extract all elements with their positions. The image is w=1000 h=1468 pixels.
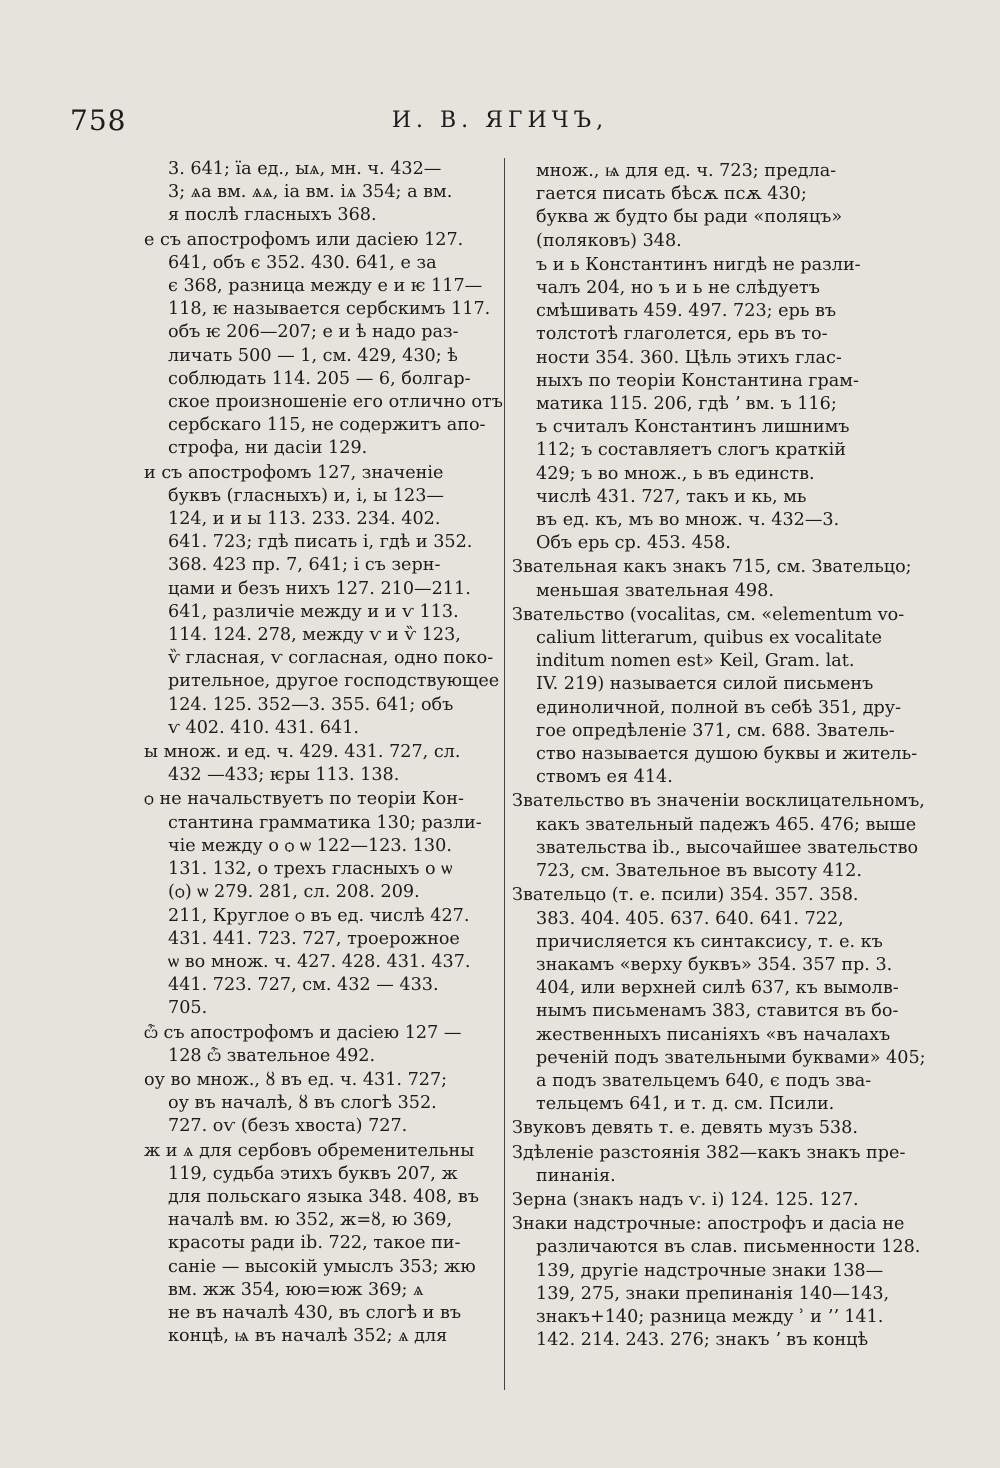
entry-line: 112; ъ составляетъ слогъ краткій — [536, 440, 846, 461]
entry-line: гается писать бѣсѫ псѫ 430; — [536, 184, 807, 205]
entry-line: calium litterarum, quibus ex vocalitate — [536, 628, 883, 649]
entry-line: 404, или верхней силѣ 637, къ вымолв- — [536, 978, 899, 999]
entry-line: ж и ѧ для сербовъ обременительны — [144, 1140, 475, 1161]
entry-line: ы множ. и ед. ч. 429. 431. 727, сл. — [144, 742, 461, 763]
entry-line: 431. 441. 723. 727, троерожное — [168, 928, 460, 949]
entry-line: знакамъ «верху буквъ» 354. 357 пр. 3. — [536, 954, 893, 975]
left-column — [144, 158, 503, 1349]
index-entry — [144, 1069, 496, 1139]
column-divider — [504, 158, 505, 1390]
entry-line: личать 500 — 1, см. 429, 430; ѣ — [168, 345, 458, 366]
index-entry — [512, 160, 928, 253]
index-entry — [512, 1117, 928, 1140]
running-head: И. В. ЯГИЧЪ, — [391, 108, 609, 133]
entry-line: Звуковъ девять т. е. девять музъ 538. — [512, 1118, 858, 1139]
entry-line: 368. 423 пр. 7, 641; і съ зерн- — [168, 555, 441, 576]
index-entry — [144, 788, 496, 1020]
entry-line: причисляется къ синтаксису, т. е. къ — [536, 931, 883, 952]
entry-line: ѵ 402. 410. 431. 641. — [168, 717, 359, 738]
index-entry — [144, 229, 503, 461]
entry-line: и съ апострофомъ 127, значеніе — [144, 462, 444, 483]
entry-line: ѷ гласная, ѵ согласная, одно покo- — [168, 648, 494, 669]
entry-line: Звательство (vocalitas, см. «elementum vo- — [512, 604, 905, 625]
entry-line: цами и безъ нихъ 127. 210—211. — [168, 578, 471, 599]
entry-line: ское произношеніе его отлично отъ — [168, 392, 503, 413]
entry-line: 142. 214. 243. 276; знакъ ʼ въ концѣ — [536, 1330, 869, 1351]
entry-line: ѻ не начальствуетъ по теоріи Кон- — [144, 789, 464, 810]
entry-line: сербскаго 115, не содержитъ апо- — [168, 415, 486, 436]
entry-line: строфа, ни дасіи 129. — [168, 438, 368, 459]
entry-line: 727. оѵ (безъ хвоста) 727. — [168, 1116, 408, 1137]
entry-line: соблюдать 114. 205 — 6, болгар- — [168, 368, 471, 389]
index-entry — [512, 254, 928, 556]
entry-line: какъ звательный падежъ 465. 476; выше — [536, 814, 917, 835]
entry-line: красоты ради ib. 722, такое пи- — [168, 1233, 461, 1254]
entry-line: Звательцо (т. е. псили) 354. 357. 358. — [512, 885, 859, 906]
index-entry — [512, 1189, 928, 1212]
entry-line: ъ и ь Константинъ нигдѣ не разли- — [536, 254, 861, 275]
entry-line: звательства ib., высочайшее звательство — [536, 837, 919, 858]
entry-line: единоличной, полной въ себѣ 351, дру- — [536, 697, 902, 718]
entry-line: 705. — [168, 998, 208, 1019]
entry-line: (ѻ) ѡ 279. 281, сл. 208. 209. — [168, 882, 420, 903]
entry-line: гое опредѣленіе 371, см. 688. Зватель- — [536, 720, 895, 741]
entry-line: ствомъ ея 414. — [536, 767, 673, 788]
entry-line: 118, ѥ называется сербскимъ 117. — [168, 299, 491, 320]
entry-line: Здѣленіе разстоянія 382—какъ знакъ пре- — [512, 1142, 906, 1163]
entry-line: ство называется душою буквы и житель- — [536, 744, 918, 765]
index-entry — [144, 1140, 496, 1349]
entry-line: чіе между о ѻ ѡ 122—123. 130. — [168, 835, 452, 856]
index-entry — [512, 556, 928, 602]
entry-line: смѣшивать 459. 497. 723; ерь въ — [536, 301, 837, 322]
index-entry — [512, 1213, 928, 1352]
index-entry — [144, 158, 496, 228]
entry-line: жественныхъ писаніяхъ «въ началахъ — [536, 1024, 891, 1045]
entry-line: пинанія. — [536, 1165, 616, 1186]
entry-line: 723, см. Звательное въ высоту 412. — [536, 861, 862, 882]
entry-line: я послѣ гласныхъ 368. — [168, 205, 377, 226]
index-entry — [144, 462, 500, 740]
entry-line: 131. 132, о трехъ гласныхъ о ѡ — [168, 859, 453, 880]
entry-line: 114. 124. 278, между ѵ и ѷ 123, — [168, 625, 461, 646]
entry-line: 128 ѽ звательное 492. — [168, 1045, 376, 1066]
entry-line: 441. 723. 727, см. 432 — 433. — [168, 975, 439, 996]
entry-line: ѡ во множ. ч. 427. 428. 431. 437. — [168, 951, 471, 972]
entry-line: вм. жж 354, юю=юж 369; ѧ — [168, 1279, 424, 1300]
index-entry — [512, 1142, 928, 1188]
entry-line: въ ед. къ, мъ во множ. ч. 432—3. — [536, 510, 840, 531]
entry-line: а подъ звательцемъ 640, є подъ зва- — [536, 1070, 872, 1091]
entry-line: ъ считалъ Константинъ лишнимъ — [536, 417, 850, 438]
index-entry — [512, 604, 928, 790]
index-entry — [512, 790, 928, 883]
entry-line: ности 354. 360. Цѣль этихъ глас- — [536, 347, 842, 368]
entry-line: IV. 219) называется силой письменъ — [536, 674, 874, 695]
page-number: 758 — [70, 104, 127, 137]
entry-line: е съ апострофомъ или дасіею 127. — [144, 229, 464, 250]
entry-line: 211, Круглое ѻ въ ед. числѣ 427. — [168, 905, 470, 926]
entry-line: буква ж будто бы ради «поляцъ» — [536, 207, 843, 228]
entry-line: множ., ѩ для ед. ч. 723; предла- — [536, 161, 837, 181]
entry-line: началѣ вм. ю 352, ж=ȣ, ю 369, — [168, 1210, 453, 1231]
entry-line: є 368, разница между е и ѥ 117— — [168, 276, 483, 297]
entry-line: 641, различіе между и и ѵ 113. — [168, 601, 459, 622]
entry-line: чалъ 204, но ъ и ь не слѣдуетъ — [536, 278, 820, 299]
entry-line: (поляковъ) 348. — [536, 230, 682, 251]
entry-line: реченій подъ звательными буквами» 405; — [536, 1047, 926, 1068]
index-entry — [512, 884, 928, 1116]
entry-line: 641. 723; гдѣ писать і, гдѣ и 352. — [168, 532, 473, 553]
entry-line: числѣ 431. 727, такъ и кь, мь — [536, 486, 807, 507]
entry-line: 3. 641; їа ед., ыѧ, мн. ч. 432— — [168, 159, 442, 179]
entry-line: 139, 275, знаки препинанія 140—143, — [536, 1283, 890, 1304]
entry-line: ѽ съ апострофомъ и дасіею 127 — — [144, 1022, 462, 1043]
entry-line: объ ѥ 206—207; е и ѣ надо раз- — [168, 322, 459, 343]
entry-line: 124. 125. 352—3. 355. 641; объ — [168, 694, 454, 715]
entry-line: концѣ, ѩ въ началѣ 352; ѧ для — [168, 1326, 448, 1347]
entry-line: 432 —433; ѥры 113. 138. — [168, 765, 400, 786]
entry-line: различаются въ слав. письменности 128. — [536, 1237, 921, 1258]
entry-line: буквъ (гласныхъ) и, і, ы 123— — [168, 485, 445, 506]
entry-line: Звательство въ значеніи восклицательномъ, — [512, 791, 925, 812]
entry-line: 119, судьба этихъ буквъ 207, ж — [168, 1163, 458, 1184]
entry-line: меньшая звательная 498. — [536, 580, 774, 601]
entry-line: тельцемъ 641, и т. д. см. Псили. — [536, 1094, 835, 1115]
entry-line: оу въ началѣ, ȣ въ слогѣ 352. — [168, 1093, 437, 1114]
entry-line: 383. 404. 405. 637. 640. 641. 722, — [536, 908, 844, 929]
right-column — [512, 160, 928, 1353]
index-entry — [144, 741, 496, 787]
entry-line: Знаки надстрочные: апострофъ и дасіа не — [512, 1214, 905, 1235]
entry-line: саніе — высокій умыслъ 353; жю — [168, 1256, 476, 1277]
entry-line: Звательная какъ знакъ 715, см. Звательцо; — [512, 557, 912, 578]
entry-line: рительное, другое господствующее — [168, 671, 500, 692]
entry-line: 429; ъ во множ., ь въ единств. — [536, 463, 815, 484]
entry-line: 641, объ є 352. 430. 641, е за — [168, 252, 437, 273]
entry-line: оу во множ., ȣ въ ед. ч. 431. 727; — [144, 1069, 448, 1090]
entry-line: Объ ерь ср. 453. 458. — [536, 533, 731, 554]
entry-line: 124, и и ы 113. 233. 234. 402. — [168, 509, 441, 530]
entry-line: inditum nomen est» Keil, Gram. lat. — [536, 651, 855, 672]
index-entry — [144, 1022, 496, 1068]
entry-line: знакъ+140; разница между ʾ и ʼʼ 141. — [536, 1306, 884, 1327]
entry-line: 139, другіе надстрочные знаки 138— — [536, 1260, 884, 1281]
entry-line: нымъ письменамъ 383, ставится въ бо- — [536, 1001, 899, 1022]
entry-line: не въ началѣ 430, въ слогѣ и въ — [168, 1302, 462, 1323]
entry-line: стантина грамматика 130; разли- — [168, 812, 482, 833]
entry-line: матика 115. 206, гдѣ ʼ вм. ъ 116; — [536, 394, 837, 415]
entry-line: толстотѣ глаголется, ерь въ то- — [536, 324, 828, 345]
entry-line: ныхъ по теоріи Константина грам- — [536, 370, 859, 391]
entry-line: для польскаго языка 348. 408, въ — [168, 1186, 479, 1207]
entry-line: Зерна (знакъ надъ ѵ. і) 124. 125. 127. — [512, 1189, 859, 1210]
entry-line: 3; ѧа вм. ѧѧ, іа вм. іѧ 354; а вм. — [168, 182, 453, 203]
